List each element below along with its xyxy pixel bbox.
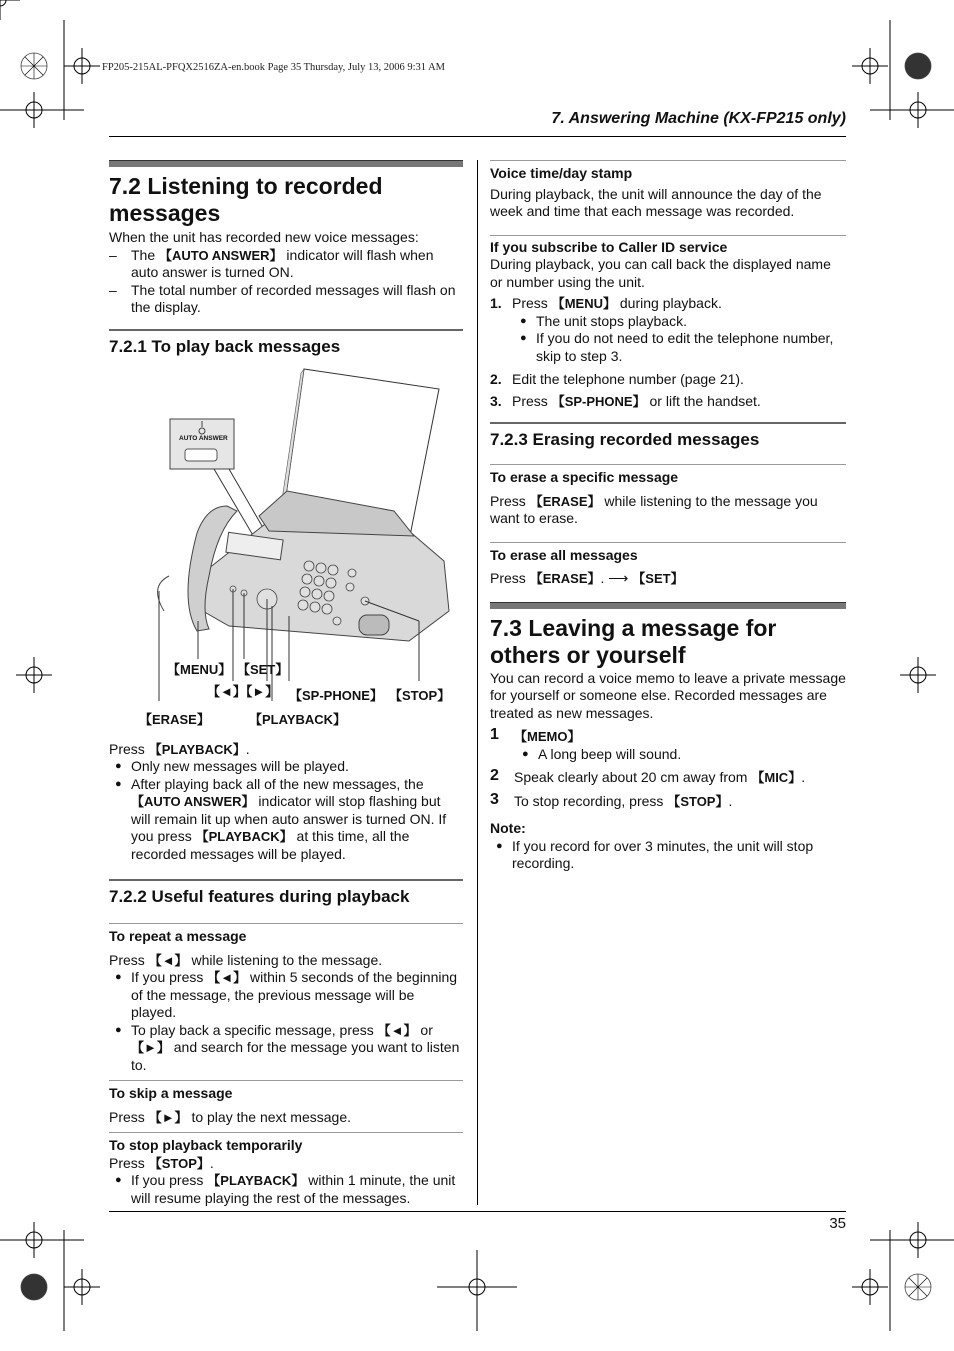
step-2: 2. Edit the telephone number (page 21).	[490, 371, 744, 387]
s73-text: You can record a voice memo to leave a private message for yourself or someone else. Recorded messages are treated as new messages.	[490, 669, 846, 721]
fig-label-menu: 【MENU】	[167, 661, 232, 677]
step-1: 1. Press 【MENU】 during playback.	[490, 295, 722, 311]
right-column	[490, 160, 846, 873]
callerid-text: During playback, you can call back the displayed name or number using the unit.	[490, 256, 831, 290]
s73-step-1: 1 【MEMO】	[490, 726, 581, 744]
voice-heading: Voice time/day stamp	[490, 165, 633, 181]
footer-rule	[109, 1211, 846, 1212]
fig-label-arrows: 【◄】【►】	[207, 683, 279, 699]
s73-step-2: 2 Speak clearly about 20 cm away from 【MIC】.	[490, 767, 806, 785]
note-heading: Note:	[490, 820, 526, 836]
skip-line: Press 【►】 to play the next message.	[109, 1108, 351, 1125]
auto-answer-panel-label: AUTO ANSWER	[179, 434, 228, 442]
subsection-rule	[109, 329, 463, 331]
s73-step-3: 3 To stop recording, press 【STOP】.	[490, 790, 733, 809]
fig-label-erase: 【ERASE】	[139, 711, 210, 727]
section-7-2-3-title: 7.2.3 Erasing recorded messages	[490, 430, 760, 449]
header-rule	[109, 136, 846, 137]
stop-bullet: ● If you press 【PLAYBACK】 within 1 minute, the unit will resume playing the rest of the messages.	[115, 1172, 456, 1206]
section-7-2-title: 7.2 Listening to recorded messages	[109, 173, 383, 226]
rule	[490, 542, 846, 543]
left-column	[109, 160, 463, 1207]
s721-bullet: ● After playing back all of the new messages, the 【AUTO ANSWER】 indicator will stop flashing but will remain lit up when auto answer is turned ON. If you press 【PLAYBACK】 at this time, all the recorded messages will be played.	[115, 775, 447, 862]
rule	[109, 923, 463, 924]
stop-heading: To stop playback temporarily	[109, 1137, 303, 1153]
repeat-bullet: ● To play back a specific message, press 【◄】 or 【►】 and search for the message you want to listen to.	[115, 1021, 460, 1073]
section-rule	[490, 602, 846, 609]
step-3: 3. Press 【SP-PHONE】 or lift the handset.	[490, 392, 761, 409]
note-bullet: ● If you record for over 3 minutes, the unit will stop recording.	[496, 837, 814, 871]
rule	[490, 235, 846, 236]
stop-line: Press 【STOP】.	[109, 1154, 214, 1171]
s72-intro: When the unit has recorded new voice messages:	[109, 229, 419, 245]
repeat-line: Press 【◄】 while listening to the message.	[109, 951, 383, 968]
erase-all-heading: To erase all messages	[490, 546, 638, 563]
section-rule	[109, 160, 463, 167]
rule	[490, 464, 846, 465]
page-number: 35	[829, 1215, 846, 1232]
fig-label-stop: 【STOP】	[389, 687, 451, 703]
rule	[109, 1132, 463, 1133]
file-header: FP205-215AL-PFQX2516ZA-en.book Page 35 Thursday, July 13, 2006 9:31 AM	[102, 62, 445, 73]
section-7-2-2-title: 7.2.2 Useful features during playback	[109, 887, 410, 906]
repeat-heading: To repeat a message	[109, 928, 247, 944]
rule	[109, 1080, 463, 1081]
rule	[490, 160, 846, 161]
column-divider	[477, 160, 478, 1205]
erase-specific-text: Press 【ERASE】 while listening to the message you want to erase.	[490, 492, 818, 526]
erase-specific-heading: To erase a specific message	[490, 469, 679, 485]
s721-press: Press 【PLAYBACK】.	[109, 740, 250, 757]
fax-machine-figure	[109, 361, 463, 731]
section-7-2-1-title: 7.2.1 To play back messages	[109, 336, 341, 356]
subsection-rule	[490, 422, 846, 424]
arrow-right-icon: ⟶	[608, 570, 629, 586]
voice-text: During playback, the unit will announce the day of the week and time that each message was recorded.	[490, 185, 822, 219]
section-7-3-title: 7.3 Leaving a message for others or yourself	[490, 614, 777, 668]
callerid-heading: If you subscribe to Caller ID service	[490, 238, 728, 255]
s72-dash-item: – The 【AUTO ANSWER】 indicator will flash when auto answer is turned ON.	[109, 246, 434, 280]
step-1-bullet: ● The unit stops playback.	[520, 312, 687, 329]
step-1-bullet: ● If you do not need to edit the telephone number, skip to step 3.	[520, 330, 834, 364]
running-head: 7. Answering Machine (KX-FP215 only)	[551, 110, 846, 127]
skip-heading: To skip a message	[109, 1085, 233, 1101]
s72-dash-item: – The total number of recorded messages will flash on the display.	[109, 281, 456, 315]
s721-bullet: ● Only new messages will be played.	[115, 758, 349, 774]
fig-label-sp-phone: 【SP-PHONE】	[289, 687, 383, 703]
repeat-bullet: ● If you press 【◄】 within 5 seconds of the beginning of the message, the previous message will be played.	[115, 969, 458, 1020]
erase-all-text: Press 【ERASE】. ⟶ 【SET】	[490, 570, 684, 586]
subsection-rule	[109, 879, 463, 881]
fig-label-playback: 【PLAYBACK】	[249, 711, 347, 727]
fig-label-set: 【SET】	[237, 661, 289, 677]
s73-step-1-bullet: ● A long beep will sound.	[522, 745, 682, 762]
